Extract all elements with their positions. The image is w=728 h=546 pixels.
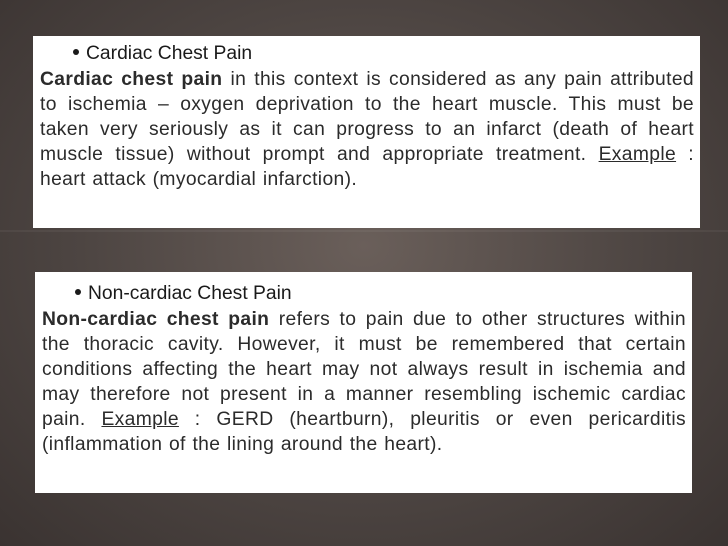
cardiac-paragraph bbox=[40, 67, 694, 192]
bullet-heading-text: Non-cardiac Chest Pain bbox=[88, 283, 292, 304]
paragraph-text-end: : heart attack (myocardial infarction). bbox=[40, 144, 694, 190]
bullet-icon bbox=[75, 289, 81, 295]
bullet-icon bbox=[73, 49, 79, 55]
paragraph-text: refers to pain due to other structures within the thoracic cavity. However, it must be remembered that certain conditions affecting the heart may not always result in ischemia and may therefore not present in a manner resembling ischemic cardiac pain. bbox=[42, 309, 686, 430]
paragraph-text: in this context is considered as any pain attributed to ischemia – oxygen deprivation to the heart muscle. This must be taken very seriously as it can progress to an infarct (death of heart muscle tissue) without prompt and appropriate treatment. bbox=[40, 69, 694, 165]
example-link[interactable]: Example bbox=[598, 144, 677, 165]
non-cardiac-paragraph bbox=[42, 307, 686, 457]
background-band bbox=[0, 230, 728, 232]
bullet-heading bbox=[42, 281, 686, 306]
bullet-heading-text: Cardiac Chest Pain bbox=[86, 43, 253, 64]
cardiac-chest-pain-box bbox=[33, 36, 700, 228]
term-bold: Non-cardiac chest pain bbox=[42, 309, 270, 330]
term-bold: Cardiac chest pain bbox=[40, 69, 223, 90]
bullet-heading bbox=[40, 41, 694, 66]
example-link[interactable]: Example bbox=[101, 409, 179, 430]
paragraph-text-end: : GERD (heartburn), pleuritis or even pericarditis (inflammation of the lining around the heart). bbox=[42, 409, 686, 455]
non-cardiac-chest-pain-box bbox=[35, 272, 692, 493]
